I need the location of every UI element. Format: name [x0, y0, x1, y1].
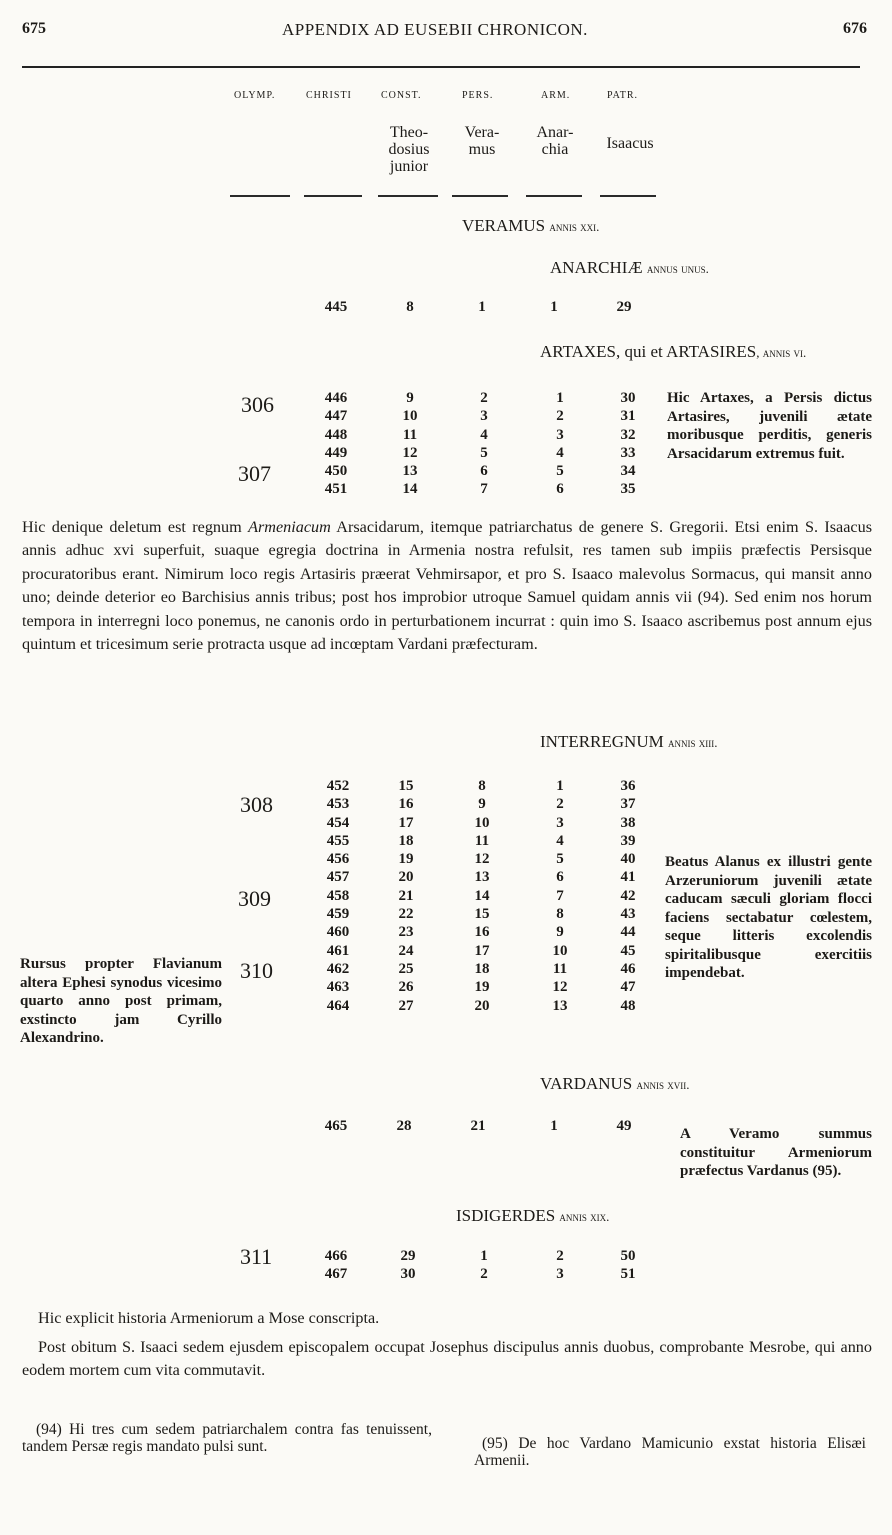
- section-duration: annis xix.: [559, 1209, 610, 1224]
- table3-christi-column: 452 453 454 455 456 457 458 459 460 461 462 463 464: [326, 778, 350, 1014]
- col-patr-name: Isaacus: [606, 135, 654, 152]
- section-duration: annis xvii.: [636, 1077, 690, 1092]
- table1-christi: 445: [324, 299, 348, 315]
- table5-patr-column: 50 51: [620, 1248, 636, 1283]
- olympiad-306: 306: [241, 392, 274, 417]
- table1-const: 8: [406, 299, 414, 315]
- olympiad-310: 310: [240, 958, 273, 983]
- table3-patr-column: 36 37 38 39 40 41 42 43 44 45 46 47 48: [620, 778, 636, 1014]
- olympiad-308: 308: [240, 792, 273, 817]
- section-heading-vardanus: [540, 1074, 690, 1094]
- col-const-name: Theo- dosius junior: [388, 124, 430, 175]
- section-heading-veramus: [462, 216, 599, 236]
- table5-const-column: 29 30: [400, 1248, 416, 1283]
- footnote-95: (95) De hoc Vardano Mamicunio exstat historia Elisæi Armenii.: [474, 1435, 866, 1469]
- col-arm-underline: [526, 195, 582, 197]
- olympiad-307: 307: [238, 461, 271, 486]
- table2-patr-column: 30 31 32 33 34 35: [620, 390, 636, 498]
- paragraph-italic: Armeniacum: [248, 518, 331, 536]
- footnote-94: (94) Hi tres cum sedem patriarchalem contra fas tenuissent, tandem Persæ regis mandato pulsi sunt.: [22, 1421, 432, 1455]
- section-duration: , annis vi.: [756, 345, 807, 360]
- paragraph-text: Hic denique deletum est regnum: [22, 518, 249, 536]
- col-christi-underline: [304, 195, 362, 197]
- col-const-header: CONST.: [381, 90, 422, 101]
- table5-pers-column: 1 2: [480, 1248, 488, 1283]
- body-paragraph-interregnum: [22, 516, 872, 656]
- table4-christi: 465: [324, 1118, 348, 1134]
- section-name: ANARCHIÆ: [550, 258, 643, 277]
- table3-pers-column: 8 9 10 11 12 13 14 15 16 17 18 19 20: [474, 778, 490, 1014]
- col-olymp-header: OLYMP.: [234, 90, 276, 101]
- col-olymp-underline: [230, 195, 290, 197]
- table2-arm-column: 1 2 3 4 5 6: [556, 390, 564, 498]
- section-duration: annus unus.: [646, 261, 709, 276]
- col-pers-header: PERS.: [462, 90, 494, 101]
- table5-arm-column: 2 3: [556, 1248, 564, 1283]
- section-duration: annis xiii.: [667, 735, 718, 750]
- col-arm-name: Anar- chia: [536, 124, 574, 158]
- table5-christi-column: 466 467: [324, 1248, 348, 1283]
- paragraph-text: Arsacidarum, itemque patriarchatus de genere S. Gregorii. Etsi enim S. Isaacus annis adhuc xvi superfuit, suaque egregia doctrina in Armenia nostra refulsit, res tamen sub impiis præfectis Persisque procuratoribus erant. Nimirum loco regis Artasiris præerat Vehmirsapor, et pro S. Isaaco malevolus Sormacus, qui mansit anno uno; deinde deterior eo Barchisius annis tribus; post hos improbior utroque Samuel quidam annis vii (94). Sed enim nos horum tempora in interregni loco ponemus, ne canonis ordo in perturbationem incurrat : quin imo S. Isaaco ascribemus post annum ejus quintum et tricesimum serie protracta usque ad incœptam Vardani præfecturam.: [22, 518, 873, 654]
- section-duration: annis xxi.: [549, 219, 600, 234]
- header-rule: [22, 66, 860, 68]
- olympiad-311: 311: [240, 1244, 273, 1269]
- section-name: INTERREGNUM: [540, 732, 664, 751]
- col-arm-header: ARM.: [541, 90, 571, 101]
- col-patr-underline: [600, 195, 656, 197]
- section-heading-artaxes: [540, 342, 806, 362]
- section-heading-anarchiae: [550, 258, 709, 278]
- section-name: VARDANUS: [540, 1074, 633, 1093]
- closing-line-explicit: Hic explicit historia Armeniorum a Mose conscripta.: [38, 1309, 380, 1327]
- table4-patr: 49: [616, 1118, 632, 1134]
- table3-const-column: 15 16 17 18 19 20 21 22 23 24 25 26 27: [398, 778, 414, 1014]
- table4-arm: 1: [550, 1118, 558, 1134]
- table4-pers: 21: [470, 1118, 486, 1134]
- section-heading-interregnum: [540, 732, 717, 752]
- table2-side-note: Hic Artaxes, a Persis dictus Artasires, juvenili ætate moribusque perditis, generis Arsacidarum extremus fuit.: [667, 390, 872, 462]
- table1-pers: 1: [478, 299, 486, 315]
- page-number-right: 676: [843, 20, 867, 37]
- olympiad-309: 309: [238, 886, 271, 911]
- table2-christi-column: 446 447 448 449 450 451: [324, 390, 348, 498]
- table2-const-column: 9 10 11 12 13 14: [402, 390, 418, 498]
- table3-arm-column: 1 2 3 4 5 6 7 8 9 10 11 12 13: [552, 778, 568, 1014]
- section-name: ISDIGERDES: [456, 1206, 556, 1225]
- col-pers-name: Vera- mus: [464, 124, 500, 158]
- table3-side-note-left: Rursus propter Flavianum altera Ephesi synodus vicesimo quarto anno post primam, exstincto jam Cyrillo Alexandrino.: [20, 956, 222, 1046]
- running-title: APPENDIX AD EUSEBII CHRONICON.: [282, 20, 588, 39]
- col-christi-header: CHRISTI: [306, 90, 352, 101]
- page-number-left: 675: [22, 20, 46, 37]
- closing-paragraph-josephus: Post obitum S. Isaaci sedem ejusdem episcopalem occupat Josephus discipulus annis duobus, comprobante Mesrobe, qui anno eodem mortem cum vita commutavit.: [22, 1338, 872, 1380]
- table1-patr: 29: [616, 299, 632, 315]
- section-name: ARTAXES, qui et ARTASIRES: [540, 342, 757, 361]
- table1-arm: 1: [550, 299, 558, 315]
- col-patr-header: PATR.: [607, 90, 639, 101]
- section-heading-isdigerdes: [456, 1206, 609, 1226]
- table2-pers-column: 2 3 4 5 6 7: [480, 390, 488, 498]
- table4-side-note: A Veramo summus constituitur Armeniorum præfectus Vardanus (95).: [680, 1126, 872, 1179]
- col-pers-underline: [452, 195, 508, 197]
- section-name: VERAMUS: [462, 216, 546, 235]
- col-const-underline: [378, 195, 438, 197]
- table3-side-note-right: Beatus Alanus ex illustri gente Arzeruniorum juvenili ætate caducam sæculi gloriam flocci faciens sectabatur cœlestem, seque litteris excolendis spiritalibusque exercitiis impendebat.: [665, 854, 872, 981]
- table4-const: 28: [396, 1118, 412, 1134]
